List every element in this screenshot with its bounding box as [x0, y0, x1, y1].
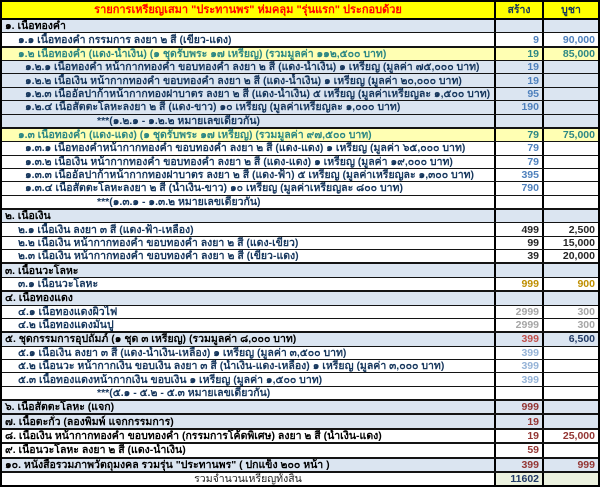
row-price[interactable]	[542, 156, 598, 168]
table-row[interactable]	[2, 195, 598, 208]
row-label[interactable]: ๑.๓ เนื้อทองคำ (แดง-แดง) (๑ ชุดรับพระ ๑๗ เหรียญ) (รวมมูลค่า ๙๗,๕๐๐ บาท)	[18, 129, 372, 142]
row-price[interactable]: 6,500	[542, 333, 598, 345]
row-price[interactable]	[542, 401, 598, 413]
row-made-count[interactable]: 999	[494, 401, 542, 413]
row-made-count[interactable]: 2999	[494, 319, 542, 331]
table-row[interactable]	[2, 277, 598, 290]
row-made-count[interactable]: 59	[494, 444, 542, 456]
row-price[interactable]: 15,000	[542, 237, 598, 249]
row-price[interactable]: 900	[542, 278, 598, 290]
row-made-count[interactable]: 399	[494, 360, 542, 372]
row-price[interactable]	[542, 101, 598, 113]
table-row[interactable]	[2, 32, 598, 45]
row-made-count[interactable]: 9	[494, 33, 542, 45]
row-price[interactable]	[542, 360, 598, 372]
row-made-count[interactable]: 19	[494, 430, 542, 442]
table-row[interactable]	[2, 372, 598, 385]
row-label[interactable]: ๕.๓ เนื้อทองแดงหน้ากากเงิน ขอบเงิน ๑ เหรียญ (มูลค่า ๑,๕๐๐ บาท)	[18, 373, 323, 386]
row-made-count[interactable]: 999	[494, 278, 542, 290]
row-label[interactable]: ๑.๒.๑ เนื้อทองคำ หน้ากากทองคำ ขอบทองคำ ลงยา ๒ สี (แดง-น้ำเงิน) ๑ เหรียญ (มูลค่า ๗๕,๐๐๐ บาท)	[25, 61, 480, 74]
table-row[interactable]	[2, 168, 598, 181]
row-made-count[interactable]	[494, 292, 542, 304]
row-price[interactable]	[542, 182, 598, 194]
row-price[interactable]	[542, 347, 598, 359]
table-row[interactable]	[2, 413, 598, 427]
row-made-count[interactable]: 395	[494, 169, 542, 181]
row-price[interactable]	[542, 88, 598, 100]
row-label[interactable]: ๒.๑ เนื้อเงิน ลงยา ๓ สี (แดง-ฟ้า-เหลือง)	[18, 223, 194, 236]
row-label[interactable]: รวมจำนวนเหรียญทั้งสิ้น	[194, 473, 302, 486]
row-made-count[interactable]: 19	[494, 61, 542, 73]
table-row[interactable]	[2, 222, 598, 235]
row-price[interactable]	[542, 292, 598, 304]
row-made-count[interactable]	[494, 210, 542, 222]
row-label[interactable]: ***(๑.๓.๑ - ๑.๓.๒ หมายเลขเดียวกัน)	[97, 195, 261, 208]
row-label[interactable]: ๓. เนื้อนวะโลหะ	[5, 264, 79, 277]
row-label[interactable]: ๔.๒ เนื้อทองแดงมันปู	[18, 319, 114, 332]
table-row[interactable]	[2, 100, 598, 113]
row-label[interactable]: ***(๕.๑ - ๕.๒ - ๕.๓ หมายเลขเดียวกัน)	[97, 386, 271, 399]
row-label[interactable]: ๑๐. หนังสือรวมภาพวัตถุมงคล รวมรุ่น "ประทานพร" ( ปกแข็ง ๒๐๐ หน้า )	[5, 458, 330, 471]
column-header-price[interactable]: บูชา	[542, 2, 598, 18]
row-price[interactable]: 75,000	[542, 129, 598, 141]
table-row[interactable]	[2, 359, 598, 372]
row-made-count[interactable]	[494, 20, 542, 32]
row-price[interactable]	[542, 20, 598, 32]
table-row[interactable]	[2, 208, 598, 222]
row-price[interactable]	[542, 373, 598, 385]
table-body	[2, 20, 598, 485]
row-label[interactable]: ๑.๒ เนื้อทองคำ (แดง-น้ำเงิน) (๑ ชุดรับพระ ๑๗ เหรียญ) (รวมมูลค่า ๑๑๒,๕๐๐ บาท)	[18, 47, 387, 60]
row-label[interactable]: ๕. ชุดกรรมการอุปถัมภ์ (๑ ชุด ๓ เหรียญ) (รวมมูลค่า ๘,๐๐๐ บาท)	[5, 333, 297, 346]
row-made-count[interactable]	[494, 115, 542, 127]
table-row[interactable]	[2, 346, 598, 359]
row-price[interactable]	[542, 264, 598, 276]
row-made-count[interactable]: 790	[494, 182, 542, 194]
row-price[interactable]	[542, 387, 598, 399]
row-made-count[interactable]: 79	[494, 129, 542, 141]
row-price[interactable]: 300	[542, 306, 598, 318]
table-row[interactable]	[2, 399, 598, 413]
table-row[interactable]	[2, 262, 598, 276]
row-price[interactable]	[542, 61, 598, 73]
table-row[interactable]	[2, 386, 598, 399]
row-label[interactable]: ๑.๒.๒ เนื้อเงิน หน้ากากทองคำ ขอบทองคำ ลงยา ๒ สี (แดง-น้ำเงิน) ๑ เหรียญ (มูลค่า ๒๐,๐๐๐ บาท)	[25, 74, 462, 87]
row-label[interactable]: ๘. เนื้อเงิน หน้ากากทองคำ ขอบทองคำ (กรรมการโค้ดพิเศษ) ลงยา ๒ สี (น้ำเงิน-แดง)	[5, 429, 382, 442]
table-row[interactable]	[2, 87, 598, 100]
row-label[interactable]: ๙. เนื้อนวะโลหะ ลงยา ๒ สี (แดง-น้ำเงิน)	[5, 444, 186, 457]
row-label[interactable]: ***(๑.๒.๑ - ๑.๒.๒ หมายเลขเดียวกัน)	[97, 114, 261, 127]
row-price[interactable]	[542, 169, 598, 181]
table-title: รายการเหรียญเสมา "ประทานพร" ห่มคลุม "รุ่นแรก" ประกอบด้วย	[94, 4, 402, 16]
row-made-count[interactable]: 399	[494, 333, 542, 345]
row-label[interactable]: ๑.๓.๔ เนื้อสัตตะโลหะลงยา ๒ สี (น้ำเงิน-ขาว) ๑๐ เหรียญ (มูลค่าเหรียญละ ๘๐๐ บาท)	[25, 182, 403, 195]
row-made-count[interactable]	[494, 196, 542, 208]
row-label[interactable]: ๒.๓ เนื้อเงิน หน้ากากทองคำ ขอบทองคำ ลงยา ๒ สี (เขียว-แดง)	[18, 250, 299, 263]
table-row[interactable]	[2, 46, 598, 60]
row-made-count[interactable]: 11602	[494, 473, 542, 485]
table-header-row	[2, 2, 598, 20]
row-price[interactable]: 90,000	[542, 33, 598, 45]
row-made-count[interactable]	[494, 264, 542, 276]
column-header-made[interactable]: สร้าง	[494, 2, 542, 18]
table-row[interactable]	[2, 428, 598, 442]
row-price[interactable]	[542, 210, 598, 222]
row-made-count[interactable]: 190	[494, 101, 542, 113]
row-label[interactable]: ๒.๒ เนื้อเงิน หน้ากากทองคำ ขอบทองคำ ลงยา ๒ สี (แดง-เขียว)	[18, 236, 299, 249]
row-price[interactable]	[542, 473, 598, 485]
row-price[interactable]	[542, 142, 598, 154]
row-price[interactable]	[542, 115, 598, 127]
table-row[interactable]	[2, 331, 598, 345]
row-label[interactable]: ๕.๒ เนื้อนวะ หน้ากากเงิน ขอบเงิน ลงยา ๓ สี (น้ำเงิน-แดง-เหลือง) ๑ เหรียญ (มูลค่า ๓,๐๐๐ บาท)	[18, 360, 445, 373]
row-price[interactable]: 85,000	[542, 48, 598, 60]
row-price[interactable]: 2,500	[542, 223, 598, 235]
table-row[interactable]	[2, 181, 598, 194]
row-made-count[interactable]: 39	[494, 250, 542, 262]
row-made-count[interactable]: 95	[494, 88, 542, 100]
row-made-count[interactable]: 19	[494, 415, 542, 427]
row-price[interactable]: 999	[542, 459, 598, 471]
row-label[interactable]: ๑.๒.๓ เนื้ออัลปาก้าหน้ากากทองฝาบาตร ลงยา ๒ สี (แดง-น้ำเงิน) ๕ เหรียญ (มูลค่าเหรียญละ ๑,๕๐๐ บาท)	[25, 87, 491, 100]
table-row[interactable]	[2, 457, 598, 471]
row-made-count[interactable]: 399	[494, 373, 542, 385]
table-row[interactable]	[2, 442, 598, 456]
row-label[interactable]: ๗. เนื้อตะกั่ว (ลองพิมพ์ แจกกรรมการ)	[5, 415, 174, 428]
row-made-count[interactable]: 399	[494, 347, 542, 359]
row-made-count[interactable]: 19	[494, 74, 542, 86]
row-label[interactable]: ๕.๑ เนื้อเงิน ลงยา ๓ สี (แดง-น้ำเงิน-เหลือง) ๑ เหรียญ (มูลค่า ๓,๕๐๐ บาท)	[18, 346, 347, 359]
row-price[interactable]	[542, 196, 598, 208]
table-row[interactable]	[2, 249, 598, 262]
row-made-count[interactable]: 399	[494, 459, 542, 471]
row-made-count[interactable]: 79	[494, 156, 542, 168]
row-label[interactable]: ๑.๓.๒ เนื้อเงิน หน้ากากทองคำ ขอบทองคำ ลงยา ๒ สี (แดง-แดง) ๑ เหรียญ (มูลค่า ๑๙,๐๐๐ บาท)	[25, 155, 453, 168]
row-label[interactable]: ๒. เนื้อเงิน	[5, 210, 51, 223]
table-row[interactable]	[2, 290, 598, 304]
row-label[interactable]: ๔. เนื้อทองแดง	[5, 292, 73, 305]
table-row[interactable]	[2, 73, 598, 86]
row-made-count[interactable]: 79	[494, 142, 542, 154]
table-row[interactable]	[2, 305, 598, 318]
row-made-count[interactable]: 99	[494, 237, 542, 249]
row-price[interactable]: 25,000	[542, 430, 598, 442]
row-price[interactable]: 20,000	[542, 250, 598, 262]
row-made-count[interactable]: 499	[494, 223, 542, 235]
row-made-count[interactable]: 19	[494, 48, 542, 60]
row-price[interactable]: 300	[542, 319, 598, 331]
row-made-count[interactable]	[494, 387, 542, 399]
table-row[interactable]	[2, 127, 598, 141]
row-label[interactable]: ๑.๑ เนื้อทองคำ กรรมการ ลงยา ๒ สี (เขียว-แดง)	[18, 33, 232, 46]
row-price[interactable]	[542, 444, 598, 456]
row-label[interactable]: ๔.๑ เนื้อทองแดงผิวไฟ	[18, 305, 118, 318]
table-row[interactable]	[2, 236, 598, 249]
row-label[interactable]: ๑. เนื้อทองคำ	[5, 20, 66, 33]
table-row[interactable]	[2, 155, 598, 168]
table-row[interactable]	[2, 114, 598, 127]
table-row[interactable]	[2, 141, 598, 154]
row-label[interactable]: ๑.๒.๔ เนื้อสัตตะโลหะลงยา ๒ สี (แดง-ขาว) ๑๐ เหรียญ (มูลค่าเหรียญละ ๑,๐๐๐ บาท)	[25, 101, 401, 114]
table-row[interactable]	[2, 20, 598, 32]
row-made-count[interactable]: 2999	[494, 306, 542, 318]
row-label[interactable]: ๑.๓.๓ เนื้ออัลปาก้าหน้ากากทองฝาบาตร ลงยา ๒ สี (แดง-ฟ้า) ๕ เหรียญ (มูลค่าเหรียญละ ๑,๓๐๐ บาท)	[25, 169, 475, 182]
table-row[interactable]	[2, 60, 598, 73]
table-row[interactable]	[2, 318, 598, 331]
row-label[interactable]: ๑.๓.๑ เนื้อทองคำหน้ากากทองคำ ขอบทองคำ ลงยา ๒ สี (แดง-แดง) ๑ เหรียญ (มูลค่า ๖๕,๐๐๐ บาท)	[25, 142, 466, 155]
row-price[interactable]	[542, 74, 598, 86]
row-label[interactable]: ๓.๑ เนื้อนวะโลหะ	[18, 278, 99, 290]
row-label[interactable]: ๖. เนื้อสัตตะโลหะ (แจก)	[5, 401, 115, 414]
table-row[interactable]	[2, 471, 598, 485]
row-price[interactable]	[542, 415, 598, 427]
